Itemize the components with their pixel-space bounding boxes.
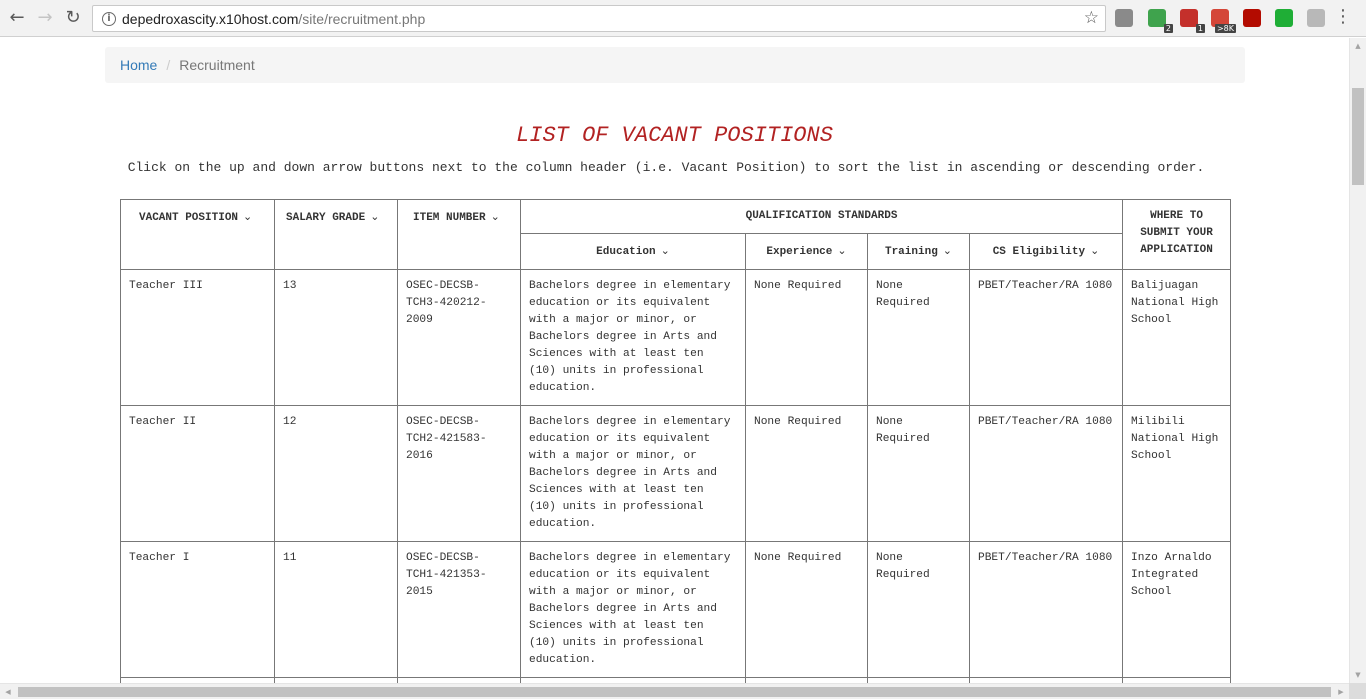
header-cs-eligibility[interactable] [970,234,1123,270]
cell-experience: None Required [746,542,868,678]
shield-extension-icon[interactable] [1148,9,1171,33]
cell-education: Bachelors degree in elementary education or its equivalent with a major or minor, or Bachelors degree in Arts and Sciences with at least ten (10) units in professional education. [521,542,746,678]
vacancies-table [120,199,1231,683]
pdf-extension-icon[interactable] [1243,9,1261,27]
cell-salary-grade: 13 [275,270,398,406]
cell-training: None Required [868,542,970,678]
address-bar[interactable] [92,5,1106,32]
cell-experience: None Required [746,406,868,542]
reload-icon[interactable]: ↻ [65,7,81,28]
sort-instructions: Click on the up and down arrow buttons next to the column header (i.e. Vacant Position) to sort the list in ascending or descending order. [127,160,1205,175]
chevron-down-icon[interactable]: ⌄ [837,244,847,257]
chevron-down-icon[interactable]: ⌄ [370,210,380,223]
url-host: depedroxascity.x10host.com [122,11,299,27]
header-vacant-position-label: VACANT POSITION [139,212,239,224]
chevron-down-icon[interactable]: ⌄ [660,244,670,257]
cell-cs-eligibility: PBET/Teacher/RA 1080 [970,542,1123,678]
breadcrumb [105,47,1245,83]
horizontal-scrollbar[interactable] [0,683,1349,699]
header-education-label: Education [596,246,656,258]
check-extension-icon[interactable] [1275,9,1293,27]
lightbulb-extension-icon[interactable] [1115,9,1133,27]
breadcrumb-home-link[interactable]: Home [120,57,158,73]
cell-salary-grade: 12 [275,406,398,542]
page-content [0,38,1349,683]
browser-toolbar [0,0,1366,37]
cell-training: None Required [868,270,970,406]
header-experience-label: Experience [766,246,833,258]
header-vacant-position[interactable] [121,200,275,270]
cell-where-to-submit: Inzo Arnaldo Integrated School [1123,542,1231,678]
header-qualification-standards [521,200,1123,234]
bookmark-star-icon[interactable]: ☆ [1083,8,1099,28]
cell-position: Teacher II [121,406,275,542]
table-row [121,270,1231,406]
chevron-down-icon[interactable]: ⌄ [243,210,253,223]
header-experience[interactable] [746,234,868,270]
table-row [121,406,1231,542]
table-row [121,542,1231,678]
horizontal-scroll-thumb[interactable] [18,687,1331,697]
header-where-to-submit-label: WHERE TO SUBMIT YOUR APPLICATION [1140,210,1213,256]
cell-salary-grade: 11 [275,542,398,678]
header-training[interactable] [868,234,970,270]
scroll-left-icon[interactable]: ◀ [5,688,11,696]
header-item-number[interactable] [398,200,521,270]
drive-extension-icon[interactable] [1307,9,1325,27]
header-education[interactable] [521,234,746,270]
cell-experience: None Required [746,270,868,406]
cell-item-number: OSEC-DECSB-TCH1-421353-2015 [398,542,521,678]
extension-badge: >8K [1216,24,1234,33]
header-item-number-label: ITEM NUMBER [413,212,486,224]
extension-badge: 1 [1197,24,1203,33]
cell-item-number: OSEC-DECSB-TCH2-421583-2016 [398,406,521,542]
chevron-down-icon[interactable]: ⌄ [942,244,953,257]
cell-training: None Required [868,406,970,542]
vertical-scroll-thumb[interactable] [1352,88,1364,185]
vertical-scrollbar[interactable] [1349,38,1366,683]
header-cs-eligibility-label: CS Eligibility [992,246,1086,258]
chevron-down-icon[interactable]: ⌄ [1090,244,1100,257]
url-text[interactable] [122,11,425,27]
url-path: /site/recruitment.php [298,11,426,27]
cell-where-to-submit: Balijuagan National High School [1123,270,1231,406]
cell-item-number: OSEC-DECSB-TCH3-420212-2009 [398,270,521,406]
browser-menu-icon[interactable]: ⋮ [1334,6,1352,27]
scroll-right-icon[interactable]: ▶ [1338,688,1344,696]
page-title: LIST OF VACANT POSITIONS [516,123,833,148]
header-salary-grade[interactable] [275,200,398,270]
gmail-extension-icon[interactable] [1211,9,1234,33]
header-where-to-submit [1123,200,1231,270]
cell-position: Teacher III [121,270,275,406]
cell-where-to-submit: Milibili National High School [1123,406,1231,542]
scroll-down-icon[interactable]: ▼ [1355,671,1361,679]
cell-education: Bachelors degree in elementary education or its equivalent with a major or minor, or Bachelors degree in Arts and Sciences with at least ten (10) units in professional education. [521,270,746,406]
chevron-down-icon[interactable]: ⌄ [490,210,500,223]
scrollbar-corner [1349,683,1366,699]
extension-badge: 2 [1165,24,1171,33]
cell-cs-eligibility: PBET/Teacher/RA 1080 [970,406,1123,542]
cell-position: Teacher I [121,542,275,678]
header-qualification-standards-label: QUALIFICATION STANDARDS [745,210,898,222]
adblock-extension-icon[interactable] [1180,9,1203,33]
back-icon[interactable]: ← [9,7,25,28]
header-salary-grade-label: SALARY GRADE [286,212,366,224]
cell-cs-eligibility: PBET/Teacher/RA 1080 [970,270,1123,406]
forward-icon[interactable]: → [37,7,53,28]
breadcrumb-current: Recruitment [179,57,255,73]
scroll-up-icon[interactable]: ▲ [1355,42,1361,50]
header-training-label: Training [884,246,938,258]
cell-education: Bachelors degree in elementary education or its equivalent with a major or minor, or Bachelors degree in Arts and Sciences with at least ten (10) units in professional education. [521,406,746,542]
breadcrumb-separator: / [166,57,171,73]
info-icon[interactable]: i [102,12,116,26]
